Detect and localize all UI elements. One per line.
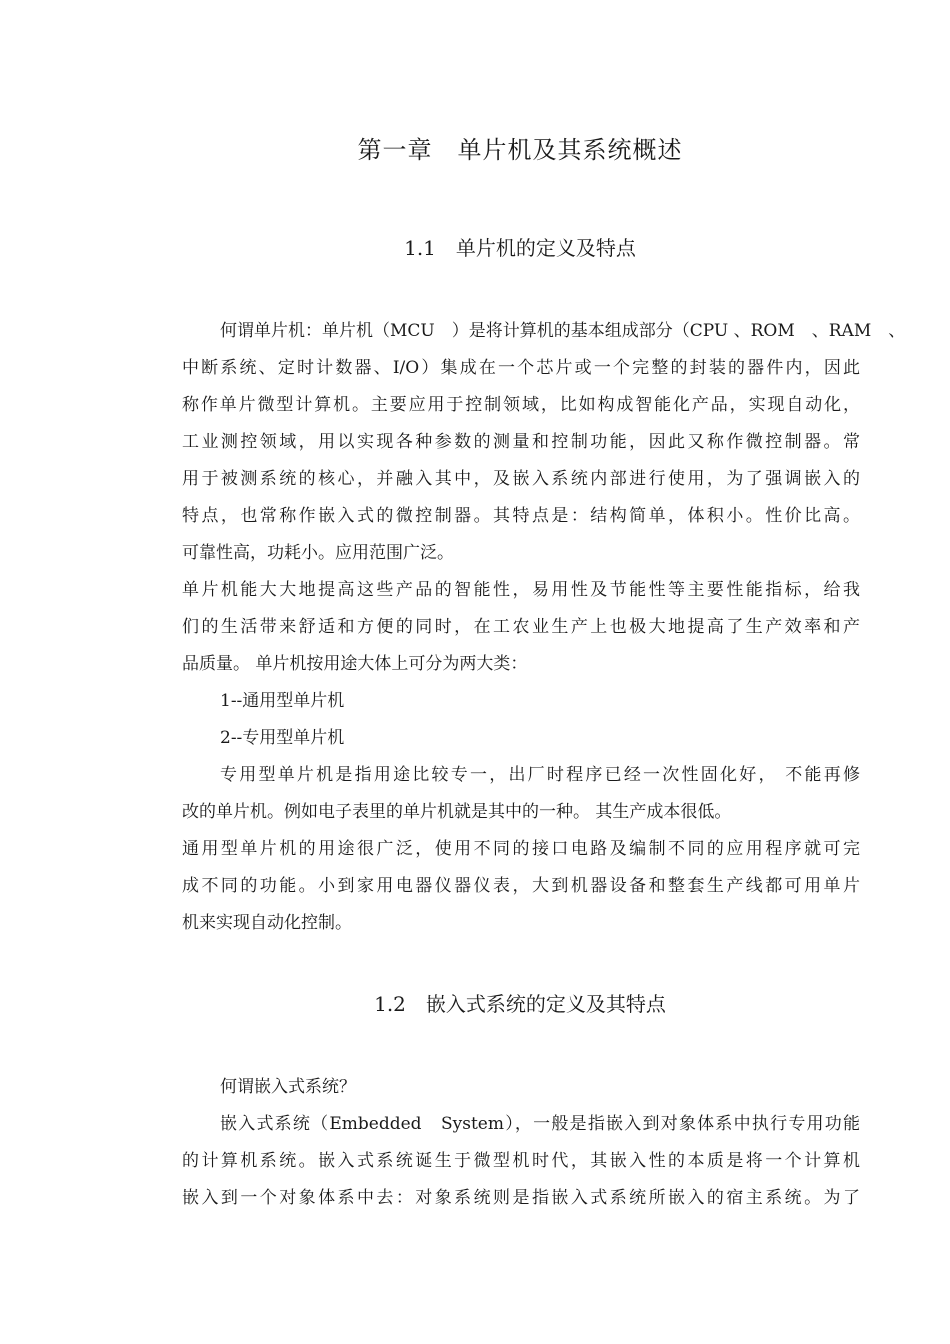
paragraph-line: 单片机能大大地提高这些产品的智能性，易用性及节能性等主要性能指标，给我: [182, 580, 860, 600]
paragraph-line: 机来实现自动化控制。: [182, 913, 352, 933]
paragraph-line: 嵌入式系统（Embedded System），一般是指嵌入到对象体系中执行专用功能: [220, 1114, 860, 1134]
paragraph-line: 品质量。 单片机按用途大体上可分为两大类：: [182, 654, 528, 674]
chapter-title: 第一章 单片机及其系统概述: [357, 136, 683, 164]
section-1-heading: 1.1 单片机的定义及特点: [404, 236, 636, 260]
paragraph-line: 通用型单片机的用途很广泛，使用不同的接口电路及编制不同的应用程序就可完: [182, 839, 860, 859]
paragraph-line: 何谓单片机：单片机（MCU ）是将计算机的基本组成部分（CPU 、ROM 、RAM 、: [220, 321, 906, 341]
paragraph-line: 称作单片微型计算机。主要应用于控制领域，比如构成智能化产品，实现自动化，: [182, 395, 860, 415]
paragraph-line: 何谓嵌入式系统？: [220, 1077, 356, 1097]
section-2-heading: 1.2 嵌入式系统的定义及其特点: [374, 992, 666, 1016]
paragraph-line: 的计算机系统。嵌入式系统诞生于微型机时代，其嵌入性的本质是将一个计算机: [182, 1151, 860, 1171]
paragraph-line: 可靠性高，功耗小。应用范围广泛。: [182, 543, 454, 563]
section-1-body: [182, 313, 906, 942]
section-2-body: [182, 1069, 860, 1217]
paragraph-line: 工业测控领域，用以实现各种参数的测量和控制功能，因此又称作微控制器。常: [182, 432, 860, 452]
paragraph-line: 1--通用型单片机: [220, 691, 345, 711]
paragraph-line: 成不同的功能。小到家用电器仪器仪表，大到机器设备和整套生产线都可用单片: [182, 876, 860, 896]
paragraph-line: 用于被测系统的核心，并融入其中，及嵌入系统内部进行使用，为了强调嵌入的: [182, 469, 860, 489]
paragraph-line: 专用型单片机是指用途比较专一，出厂时程序已经一次性固化好， 不能再修: [220, 765, 860, 785]
paragraph-line: 中断系统、定时计数器、I/O）集成在一个芯片或一个完整的封装的器件内，因此: [182, 358, 860, 378]
paragraph-line: 嵌入到一个对象体系中去：对象系统则是指嵌入式系统所嵌入的宿主系统。为了: [182, 1188, 860, 1208]
paragraph-line: 们的生活带来舒适和方便的同时，在工农业生产上也极大地提高了生产效率和产: [182, 617, 860, 637]
paragraph-line: 特点，也常称作嵌入式的微控制器。其特点是：结构简单，体积小。性价比高。: [182, 506, 860, 526]
paragraph-line: 改的单片机。例如电子表里的单片机就是其中的一种。 其生产成本很低。: [182, 802, 732, 822]
paragraph-line: 2--专用型单片机: [220, 728, 345, 748]
